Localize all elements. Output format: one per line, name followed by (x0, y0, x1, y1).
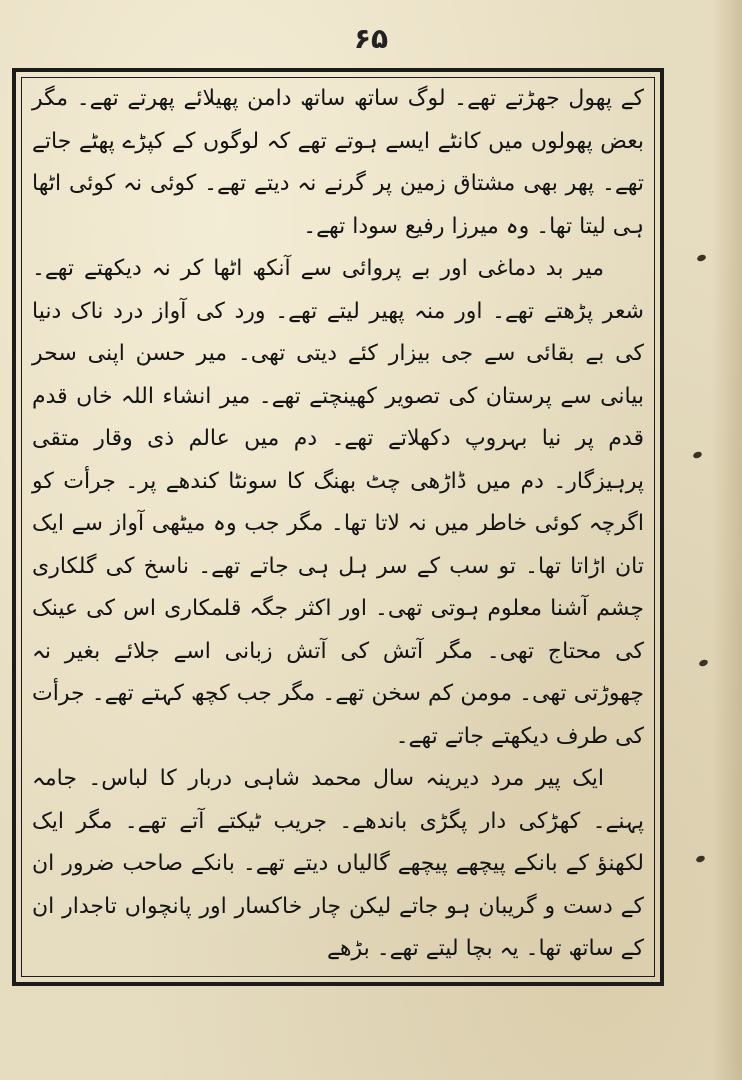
page-number: ۶۵ (353, 22, 389, 55)
paragraph-3: ایک پیر مرد دیرینہ سال محمد شاہی دربار کا لباس۔ جامہ پہنے۔ کھڑکی دار پگڑی باندھے۔ جریب ٹیکتے آتے تھے۔ مگر ایک لکھنؤ کے بانکے پیچھے پیچھے گالیاں دیتے تھے۔ بانکے صاحب ضرور ان کے دست و گریبان ہو جاتے لیکن چار خاکسار اور پانچواں تاجدار ان کے ساتھ تھا۔ یہ بچا لیتے تھے۔ بڑھے (32, 766, 644, 961)
urdu-text-body (32, 78, 644, 971)
paragraph-2: میر بد دماغی اور بے پروائی سے آنکھ اٹھا کر نہ دیکھتے تھے۔ شعر پڑھتے تھے۔ اور منہ پھیر لیتے تھے۔ ورد کی آواز درد ناک دنیا کی بے بقائی سے جی بیزار کئے دیتی تھی۔ میر حسن اپنی سحر بیانی سے پرستان کی تصویر کھینچتے تھے۔ میر انشاء اللہ خاں قدم قدم پر نیا بہروپ دکھلاتے تھے۔ دم میں عالم ذی وقار متقی پرہیزگار۔ دم میں ڈاڑھی چٹ بھنگ کا سونٹا کندھے پر۔ جرأت کو اگرچہ کوئی خاطر میں نہ لاتا تھا۔ مگر جب وہ میٹھی آواز سے ایک تان اڑاتا تھا۔ تو سب کے سر ہل ہی جاتے تھے۔ ناسخ کی گلکاری چشم آشنا معلوم ہوتی تھی۔ اور اکثر جگہ قلمکاری اس کی عینک کی محتاج تھی۔ مگر آتش کی آتش زبانی اسے جلائے بغیر نہ چھوڑتی تھی۔ مومن کم سخن تھے۔ مگر جب کچھ کہتے تھے۔ جرأت کی طرف دیکھتے جاتے تھے۔ (32, 256, 644, 749)
binding-hole-mark (698, 659, 709, 668)
paragraph-1: کے پھول جھڑتے تھے۔ لوگ ساتھ ساتھ دامن پھیلائے پھرتے تھے۔ مگر بعض پھولوں میں کانٹے ایسے ہوتے تھے کہ لوگوں کے کپڑے پھٹے جاتے تھے۔ پھر بھی مشتاق زمین پر گرنے نہ دیتے تھے۔ کوئی نہ کوئی اٹھا ہی لیتا تھا۔ وہ میرزا رفیع سودا تھے۔ (32, 86, 644, 239)
binding-hole-mark (692, 451, 703, 460)
page-edge-stain (712, 0, 742, 1080)
binding-hole-mark (695, 855, 706, 864)
binding-hole-mark (696, 254, 707, 263)
